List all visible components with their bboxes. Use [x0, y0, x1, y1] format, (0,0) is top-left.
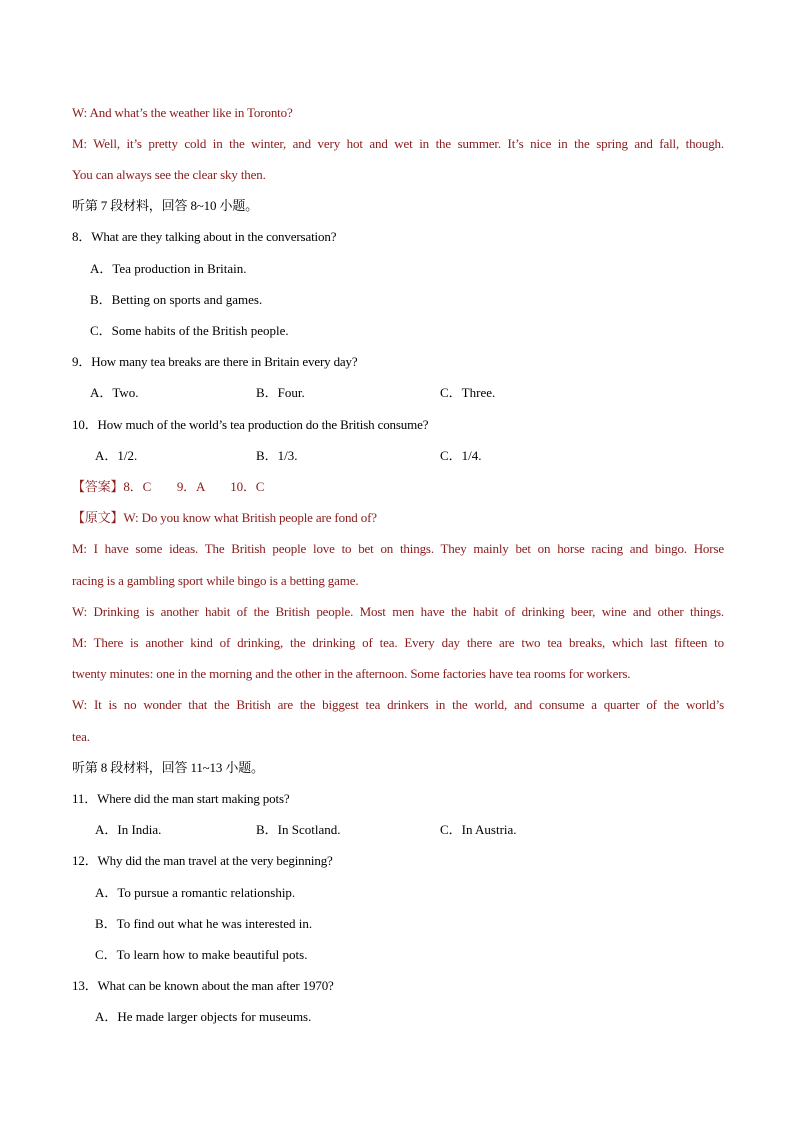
section-instruction: 听第 8 段材料，回答 11~13 小题。	[72, 760, 264, 775]
transcript-line: tea.	[72, 729, 90, 744]
question-stem: 10．How much of the world’s tea production do the British consume?	[72, 417, 429, 432]
transcript-line: twenty minutes: one in the morning and the other in the afternoon. Some factories have tea rooms for workers.	[72, 666, 631, 681]
option-c: C．1/4.	[440, 448, 482, 463]
option-a: A．He made larger objects for museums.	[95, 1009, 312, 1024]
answer-label: 【答案】	[72, 479, 124, 494]
transcript-line	[72, 510, 724, 526]
option-c: C．Three.	[440, 385, 496, 400]
option-b: B．Betting on sports and games.	[90, 292, 263, 307]
option-a: A．In India.	[95, 822, 162, 837]
question-stem: 13．What can be known about the man after 1970?	[72, 978, 334, 993]
answer-line	[72, 479, 724, 495]
dialogue-line: W: And what’s the weather like in Toronto?	[72, 105, 293, 120]
transcript-line: M: There is another kind of drinking, the drinking of tea. Every day there are two tea breaks, which last fifteen to	[72, 635, 724, 650]
question-stem: 9．How many tea breaks are there in Britain every day?	[72, 354, 358, 369]
section-instruction: 听第 7 段材料，回答 8~10 小题。	[72, 198, 259, 213]
dialogue-line: You can always see the clear sky then.	[72, 167, 266, 182]
option-b: B．1/3.	[256, 448, 298, 463]
answer-text: 8．C 9．A 10．C	[123, 479, 265, 494]
option-b: B．Four.	[256, 385, 305, 400]
question-stem: 11．Where did the man start making pots?	[72, 791, 290, 806]
transcript-line: W: Drinking is another habit of the British people. Most men have the habit of drinking beer, wine and other things.	[72, 604, 724, 619]
option-b: B．To find out what he was interested in.	[95, 916, 313, 931]
option-c: C．In Austria.	[440, 822, 517, 837]
transcript-label: 【原文】	[72, 510, 124, 525]
transcript-line: M: I have some ideas. The British people love to bet on things. They mainly bet on horse racing and bingo. Horse	[72, 541, 724, 556]
option-a: A．1/2.	[95, 448, 138, 463]
transcript-text: W: Do you know what British people are fond of?	[123, 510, 377, 525]
dialogue-line: M: Well, it’s pretty cold in the winter, and very hot and wet in the summer. It’s nice in the spring and fall, though.	[72, 136, 724, 151]
transcript-line: racing is a gambling sport while bingo is a betting game.	[72, 573, 359, 588]
option-a: A．To pursue a romantic relationship.	[95, 885, 296, 900]
option-a: A．Tea production in Britain.	[90, 261, 247, 276]
option-c: C．Some habits of the British people.	[90, 323, 289, 338]
transcript-line: W: It is no wonder that the British are the biggest tea drinkers in the world, and consume a quarter of the world’s	[72, 697, 724, 712]
question-stem: 8．What are they talking about in the conversation?	[72, 229, 337, 244]
option-b: B．In Scotland.	[256, 822, 341, 837]
option-a: A．Two.	[90, 385, 139, 400]
option-c: C．To learn how to make beautiful pots.	[95, 947, 308, 962]
question-stem: 12．Why did the man travel at the very beginning?	[72, 853, 333, 868]
